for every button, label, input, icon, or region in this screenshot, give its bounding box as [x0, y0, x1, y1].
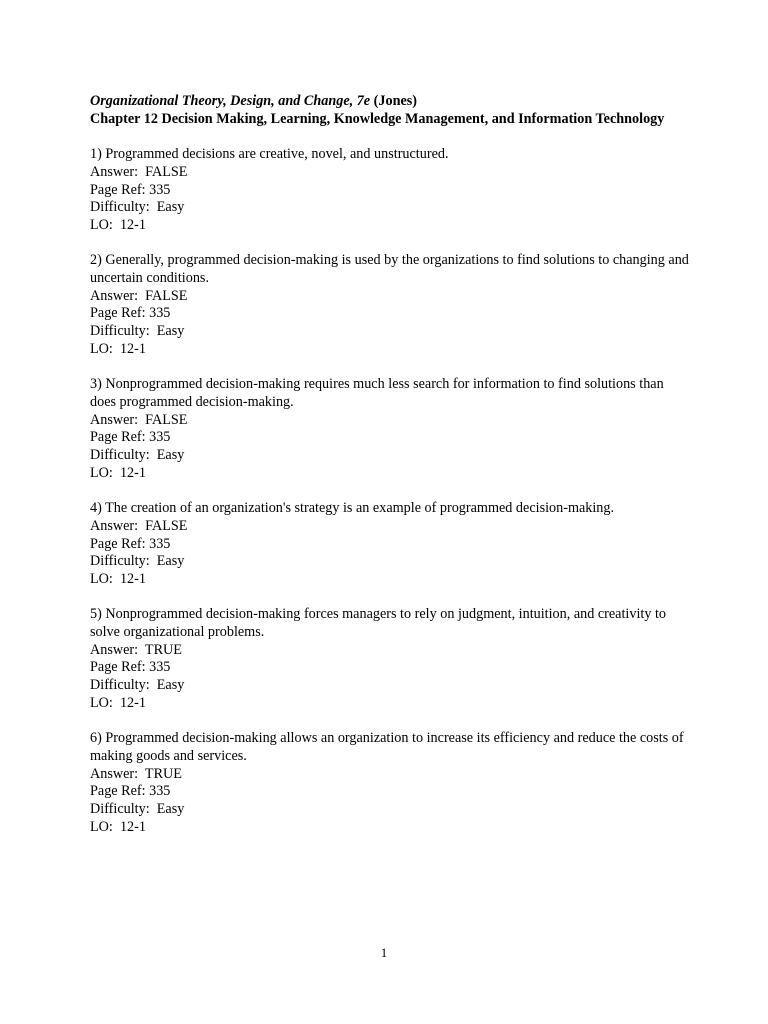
lo-line: LO: 12-1	[90, 694, 146, 711]
page-number: 1	[380, 945, 388, 960]
book-title-italic: Organizational Theory, Design, and Change, 7e	[90, 93, 371, 109]
lo-line: LO: 12-1	[90, 570, 146, 587]
lo-line: LO: 12-1	[90, 340, 146, 357]
page-ref-line: Page Ref: 335	[90, 305, 171, 322]
answer-line: Answer: FALSE	[90, 517, 188, 534]
lo-line: LO: 12-1	[90, 818, 146, 835]
page-ref-line: Page Ref: 335	[90, 783, 171, 800]
book-title	[90, 93, 690, 111]
book-author: (Jones)	[370, 93, 418, 109]
difficulty-line: Difficulty: Easy	[90, 553, 185, 570]
difficulty-line: Difficulty: Easy	[90, 677, 185, 694]
question-text: 6) Programmed decision-making allows an organization to increase its efficiency and reduce the costs of making goods and services.	[90, 730, 688, 764]
page-ref-line: Page Ref: 335	[90, 659, 171, 676]
page-ref-line: Page Ref: 335	[90, 429, 171, 446]
page-ref-line: Page Ref: 335	[90, 535, 171, 552]
answer-line: Answer: FALSE	[90, 411, 188, 428]
answer-line: Answer: TRUE	[90, 765, 182, 782]
difficulty-line: Difficulty: Easy	[90, 199, 185, 216]
difficulty-line: Difficulty: Easy	[90, 801, 185, 818]
question-text: 1) Programmed decisions are creative, novel, and unstructured.	[90, 146, 449, 163]
question-text: 5) Nonprogrammed decision-making forces managers to rely on judgment, intuition, and creativity to solve organizational problems.	[90, 606, 670, 641]
question-text: 4) The creation of an organization's strategy is an example of programmed decision-making.	[90, 500, 615, 517]
question-item-2	[90, 252, 693, 358]
question-item-6	[90, 730, 690, 836]
page-ref-line: Page Ref: 335	[90, 181, 171, 198]
chapter-title: Chapter 12 Decision Making, Learning, Knowledge Management, and Information Technology	[90, 110, 665, 127]
question-text: 3) Nonprogrammed decision-making requires much less search for information to find solutions than does programmed decision-making.	[90, 376, 668, 410]
question-item-1	[90, 146, 690, 235]
difficulty-line: Difficulty: Easy	[90, 323, 185, 340]
answer-line: Answer: FALSE	[90, 163, 188, 180]
difficulty-line: Difficulty: Easy	[90, 447, 185, 464]
question-item-5	[90, 606, 690, 712]
header-spacer	[90, 128, 690, 146]
lo-line: LO: 12-1	[90, 216, 146, 233]
answer-line: Answer: TRUE	[90, 641, 182, 658]
question-item-4	[90, 500, 690, 589]
question-text: 2) Generally, programmed decision-making is used by the organizations to find solutions to changing and uncertain conditions.	[90, 252, 693, 286]
question-item-3	[90, 376, 690, 482]
lo-line: LO: 12-1	[90, 464, 146, 481]
document-page	[90, 93, 693, 854]
answer-line: Answer: FALSE	[90, 287, 188, 304]
